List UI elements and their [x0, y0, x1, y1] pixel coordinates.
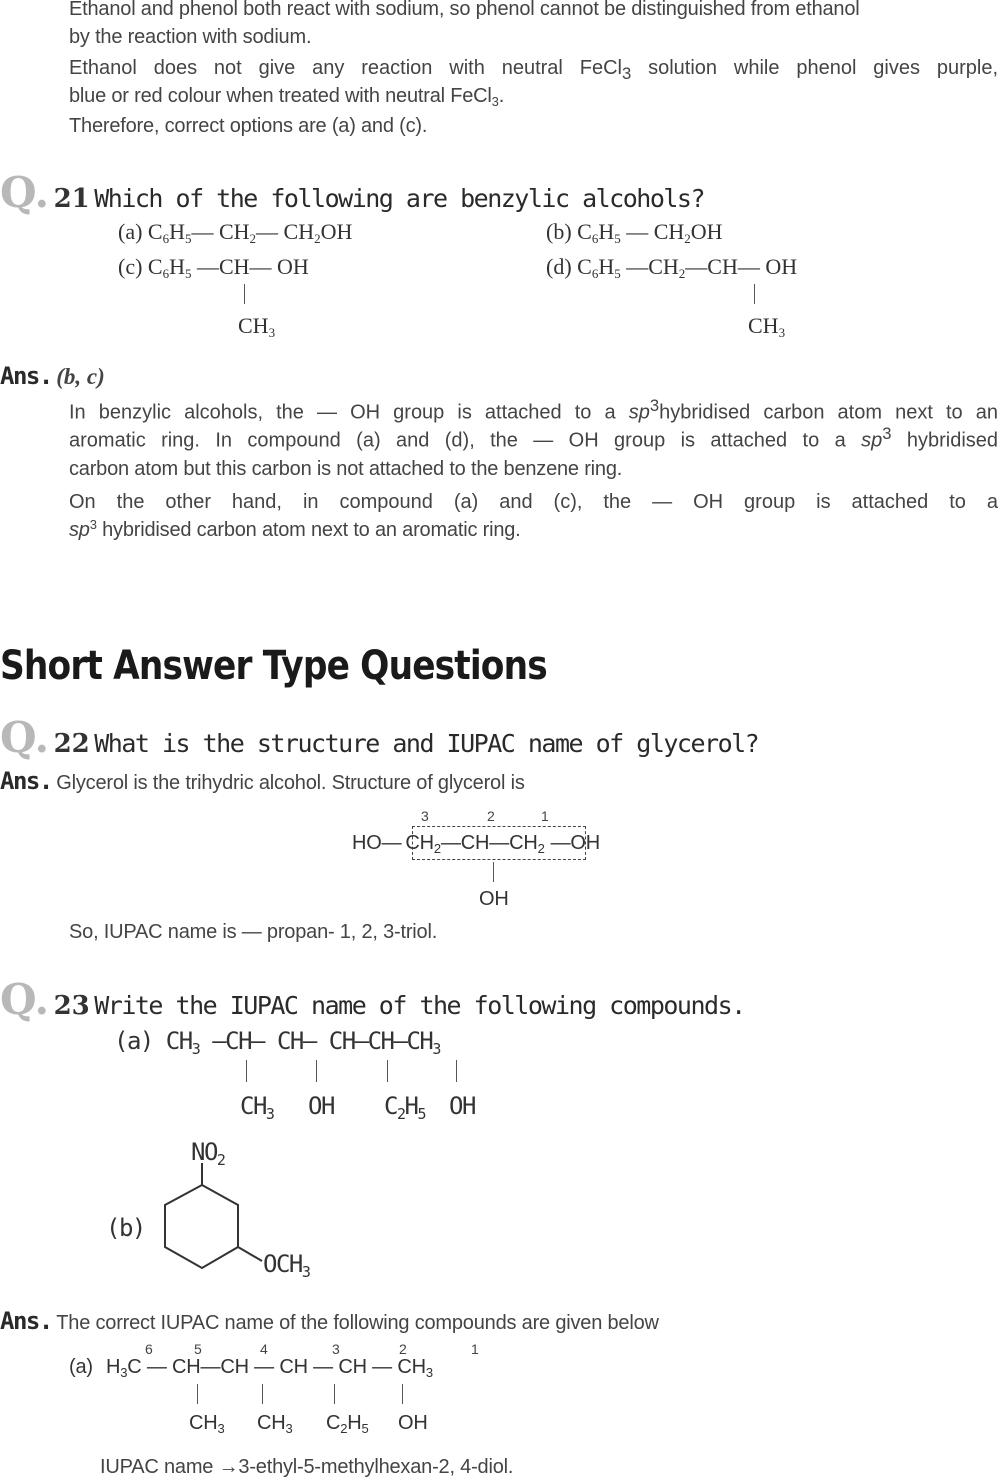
bond-line: [456, 1060, 457, 1082]
answer-23: [0, 1307, 659, 1335]
bond-line: [402, 1384, 403, 1404]
option-a-formula: (a) $C_6H_5—$ $CH_2—$ $CH_2OH$: [118, 219, 353, 246]
question-mark: Q.: [0, 975, 50, 1024]
answer-22: [0, 767, 525, 795]
bond-line: [754, 284, 755, 304]
answer-options: (b, c): [56, 364, 105, 389]
answer-label: Ans.: [0, 1307, 52, 1335]
prev-line-5: Therefore, correct options are (a) and (c).: [69, 115, 428, 137]
answer-a-substituents: OH: [398, 1412, 428, 1434]
option-b-formula: (b) $C_6H_5$ — $CH_2OH$: [546, 219, 723, 246]
explanation-line-4: On the other hand, in compound (a) and (c), the — OH group is attached to a: [69, 491, 998, 513]
chain-numbering: 1: [471, 1341, 479, 1357]
bond-line: [334, 1384, 335, 1404]
iupac-answer-a: IUPAC name →3-ethyl-5-methylhexan-2, 4-diol.: [100, 1456, 514, 1478]
prev-line-3: Ethanol does not give any reaction with neutral FeCl$_3$ solution while phenol gives purple,: [69, 57, 998, 83]
iupac-glycerol: So, IUPAC name is — propan- 1, 2, 3-triol.: [69, 921, 438, 943]
prev-line-4: blue or red colour when treated with neutral FeCl$_3$.: [69, 85, 505, 109]
answer-21: [0, 362, 105, 390]
glycerol-oh-bottom: OH: [479, 888, 509, 910]
answer-text: Glycerol is the trihydric alcohol. Structure of glycerol is: [56, 772, 525, 794]
chain-numbering: 6: [145, 1341, 153, 1357]
bond-line: [262, 1384, 263, 1404]
option-c-methyl: $CH_3$: [238, 313, 276, 340]
compound-a-substituents: $CH_3$: [240, 1092, 274, 1123]
question-number: 21: [53, 184, 90, 214]
explanation-line-1: In benzylic alcohols, the — OH group is attached to a $sp^3hybridised$ carbon atom next to an: [69, 396, 998, 424]
answer-a-substituents: $CH_3$: [189, 1412, 225, 1436]
question-text: What is the structure and IUPAC name of glycerol?: [94, 729, 759, 758]
compound-a-chain: (a) $CH_3$ —CH— CH— $CH—CH—CH_3$: [114, 1027, 440, 1058]
option-c-formula: (c) $C_6H_5$ —CH— OH: [118, 254, 309, 281]
glycerol-chain: HO— $CH_2—CH—CH_2$ —OH: [352, 832, 601, 856]
bond-line: [316, 1060, 317, 1082]
compound-b-label: (b): [106, 1214, 145, 1242]
chain-numbering: 5: [194, 1341, 202, 1357]
bond-line: [387, 1060, 388, 1082]
option-d-formula: (d) $C_6H_5$ $—CH_2—CH—$ OH: [546, 254, 798, 281]
answer-text: The correct IUPAC name of the following compounds are given below: [56, 1312, 659, 1334]
answer-a-substituents: $CH_3$: [257, 1412, 293, 1436]
chain-numbering: 2: [399, 1341, 407, 1357]
bond-line: [244, 284, 245, 304]
cyclohexane-ring: [150, 1160, 270, 1290]
chain-numbering: 4: [260, 1341, 268, 1357]
answer-label: Ans.: [0, 767, 52, 795]
section-heading: Short Answer Type Questions: [0, 643, 547, 689]
explanation-line-5: $sp^3$ hybridised carbon atom next to an aromatic ring.: [69, 517, 521, 541]
methoxy-group: $OCH_3$: [263, 1250, 310, 1281]
answer-a-substituents: $C_2H_5$: [326, 1412, 369, 1436]
carbon-number-3: 3: [421, 808, 429, 824]
prev-line-2: by the reaction with sodium.: [69, 26, 312, 48]
question-21: [0, 168, 704, 217]
prev-line-1: Ethanol and phenol both react with sodium, so phenol cannot be distinguished from ethanol: [69, 0, 860, 20]
carbon-number-2: 2: [487, 808, 495, 824]
question-mark: Q.: [0, 713, 50, 762]
question-text: Write the IUPAC name of the following compounds.: [94, 991, 745, 1020]
explanation-line-2: aromatic ring. In compound (a) and (d), the — OH group is attached to a $sp^3$ hybridised: [69, 424, 998, 452]
compound-a-substituents: OH: [449, 1092, 475, 1120]
answer-label: Ans.: [0, 362, 52, 390]
carbon-number-1: 1: [541, 808, 549, 824]
answer-a-label: (a): [69, 1356, 93, 1378]
answer-a-chain: $H_3C$ — CH—CH — CH — CH — $CH_3$: [106, 1356, 433, 1380]
question-mark: Q.: [0, 168, 50, 217]
question-23: [0, 975, 745, 1024]
question-number: 22: [53, 729, 90, 759]
explanation-line-3: carbon atom but this carbon is not attached to the benzene ring.: [69, 458, 623, 480]
bond-line: [493, 862, 494, 882]
compound-a-substituents: $C_2H_5$: [384, 1092, 425, 1123]
bond-line: [197, 1384, 198, 1404]
chain-numbering: 3: [332, 1341, 340, 1357]
question-text: Which of the following are benzylic alcohols?: [94, 184, 705, 213]
option-d-methyl: $CH_3$: [748, 313, 786, 340]
question-22: [0, 713, 758, 762]
compound-a-substituents: OH: [308, 1092, 334, 1120]
question-number: 23: [53, 991, 90, 1021]
nitro-group: $NO_2$: [191, 1138, 225, 1169]
bond-line: [246, 1060, 247, 1082]
